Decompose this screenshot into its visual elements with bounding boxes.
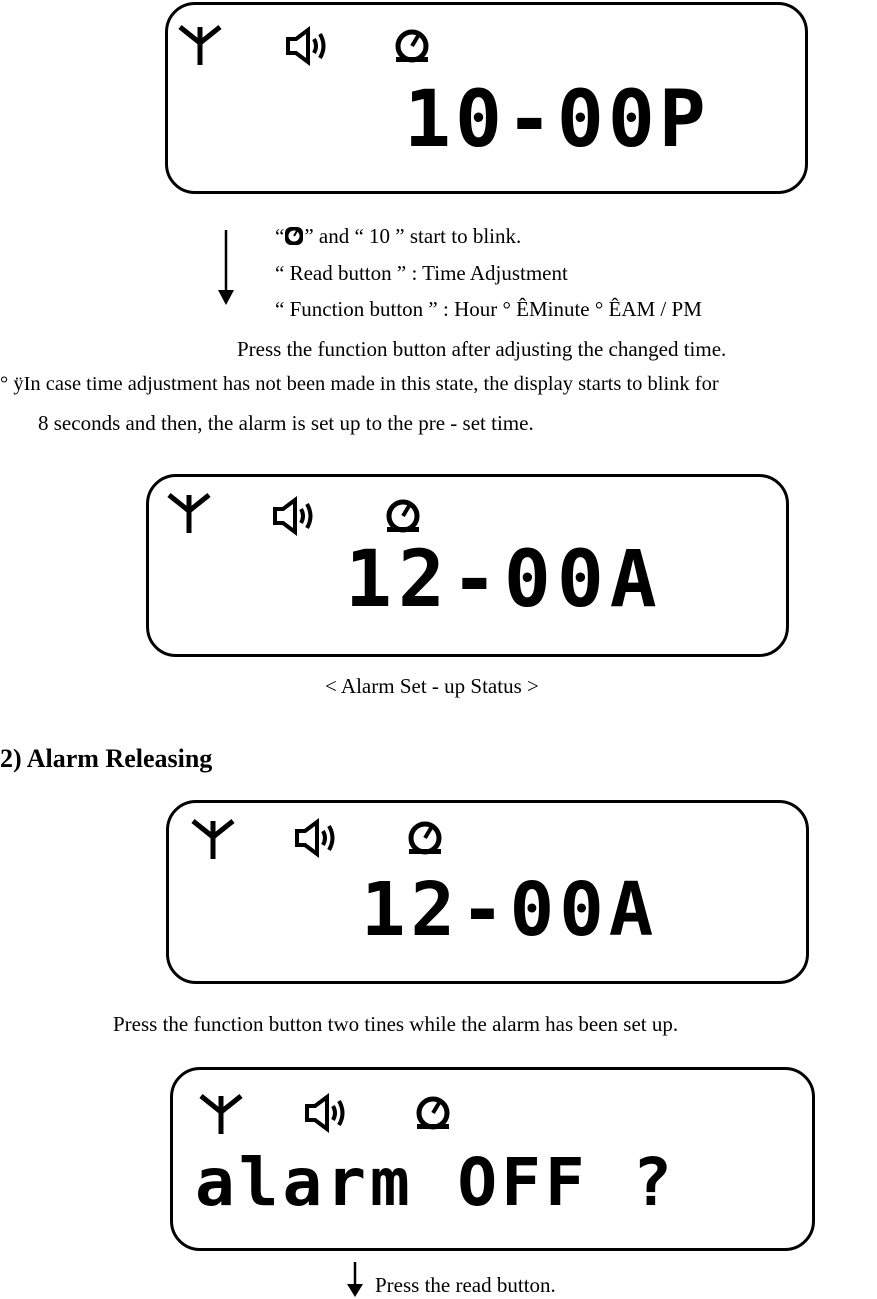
antenna-icon bbox=[167, 491, 211, 535]
note-line-2: 8 seconds and then, the alarm is set up to the pre - set time. bbox=[38, 411, 534, 435]
note-line-1: ° ÿIn case time adjustment has not been made in this state, the display starts to blink for bbox=[0, 373, 719, 395]
read-button-instruction: “ Read button ” : Time Adjustment bbox=[275, 261, 568, 285]
down-arrow-icon bbox=[346, 1262, 364, 1298]
speaker-icon bbox=[273, 497, 317, 535]
speaker-icon bbox=[286, 27, 330, 65]
down-arrow-icon bbox=[216, 230, 236, 306]
antenna-icon bbox=[178, 23, 222, 67]
lcd-alarm-off-text: alarm OFF ? bbox=[195, 1144, 677, 1221]
speaker-icon bbox=[295, 819, 339, 857]
lcd-time-digits: 12-00A bbox=[345, 535, 663, 625]
antenna-icon bbox=[191, 817, 235, 861]
alarm-clock-icon bbox=[385, 499, 421, 533]
lcd-display-3 bbox=[166, 800, 809, 984]
alarm-clock-icon bbox=[394, 29, 430, 63]
alarm-clock-icon bbox=[415, 1096, 451, 1130]
function-button-instruction: “ Function button ” : Hour ° ÊMinute ° ÊAM / PM bbox=[275, 297, 702, 321]
speaker-icon bbox=[305, 1094, 349, 1132]
alarm-status-caption: < Alarm Set - up Status > bbox=[325, 674, 539, 698]
antenna-icon bbox=[199, 1092, 243, 1136]
lcd-display-2 bbox=[146, 474, 789, 657]
open-quote: “ bbox=[275, 224, 285, 248]
lcd-time-digits: 12-00A bbox=[361, 867, 659, 953]
alarm-clock-icon bbox=[407, 821, 443, 855]
blink-text: ” and “ 10 ” start to blink. bbox=[304, 224, 522, 248]
blink-instruction bbox=[275, 226, 521, 247]
press-twice-instruction: Press the function button two tines while the alarm has been set up. bbox=[113, 1012, 679, 1036]
section-heading: 2) Alarm Releasing bbox=[0, 744, 213, 773]
lcd-time-digits: 10-00P bbox=[404, 75, 710, 165]
lcd-display-4 bbox=[170, 1067, 815, 1251]
press-after-instruction: Press the function button after adjusting the changed time. bbox=[237, 337, 727, 361]
press-read-instruction: Press the read button. bbox=[375, 1273, 556, 1297]
alarm-clock-icon bbox=[284, 226, 304, 246]
lcd-display-1 bbox=[165, 2, 808, 194]
